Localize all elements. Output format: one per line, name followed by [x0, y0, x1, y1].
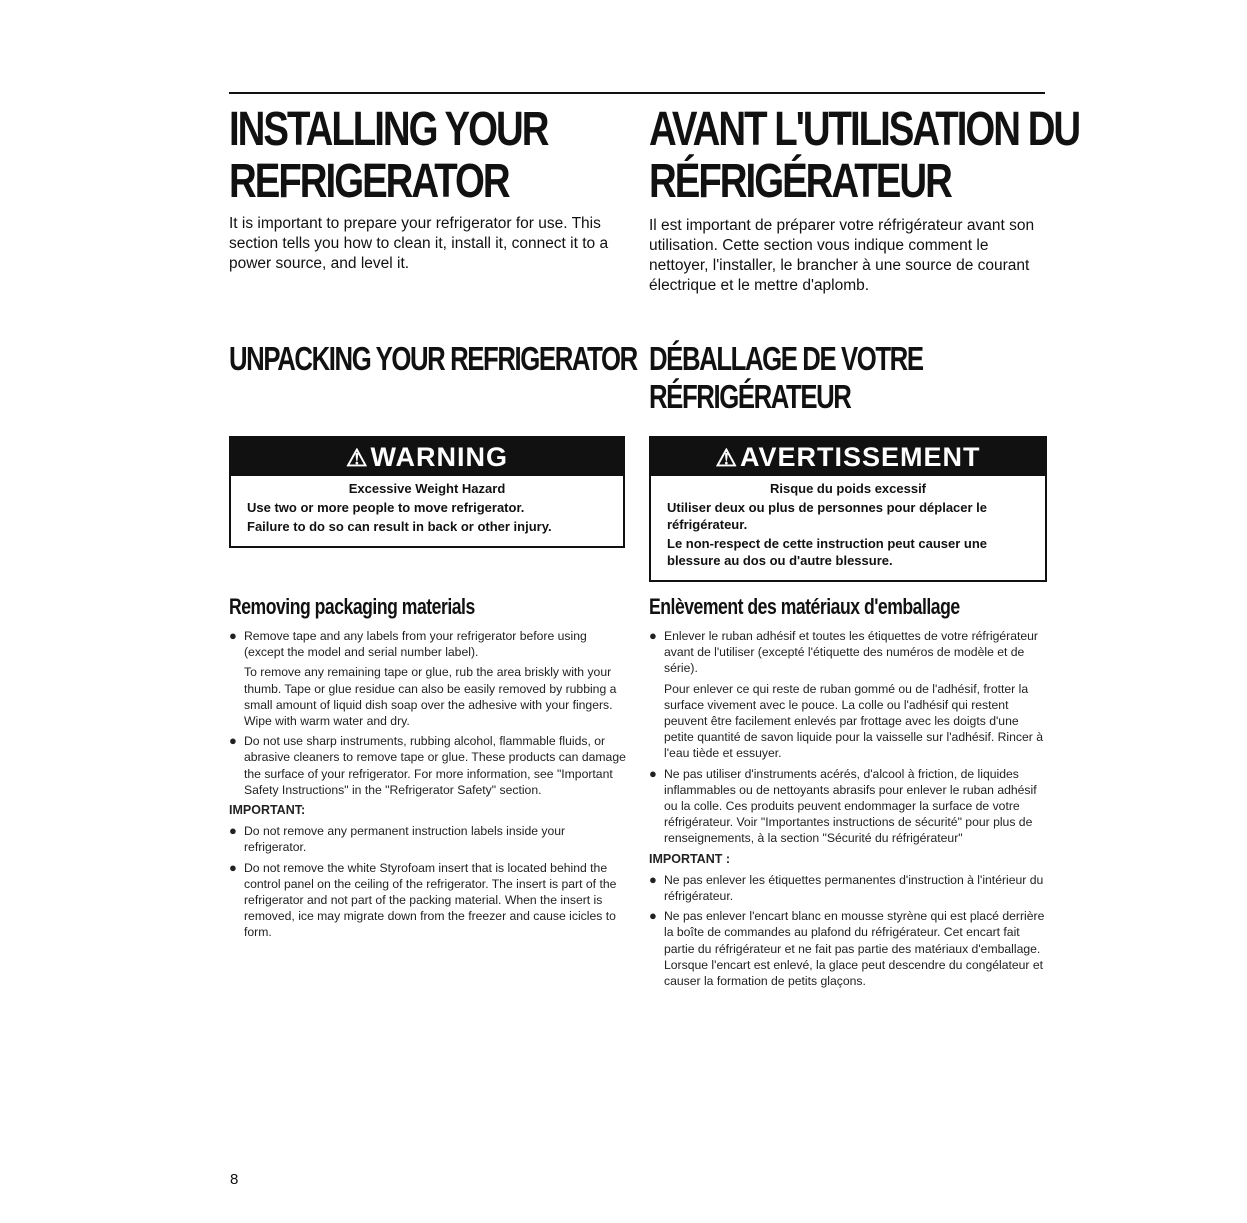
bullet-icon: ●: [649, 765, 657, 781]
important-label: IMPORTANT :: [649, 851, 731, 866]
bullet-icon: ●: [229, 733, 237, 749]
bullet-text: Ne pas enlever les étiquettes permanentes d'instruction à l'intérieur du réfrigérateur.: [664, 872, 1044, 904]
warning-hazard: Excessive Weight Hazard: [348, 481, 506, 496]
warning-label: AVERTISSEMENT: [739, 442, 981, 472]
warning-banner: [231, 438, 623, 476]
title-line-2: REFRIGERATOR: [229, 155, 509, 208]
list-item: [649, 628, 1047, 677]
bullet-text: Remove tape and any labels from your refrigerator before using (except the model and serial number label).: [244, 629, 587, 660]
page-number: 8: [230, 1171, 239, 1188]
title-line-2: RÉFRIGÉRATEUR: [649, 155, 951, 208]
list-item: [229, 733, 629, 798]
important-label: IMPORTANT:: [229, 803, 306, 818]
warning-hazard: Risque du poids excessif: [769, 481, 927, 496]
warning-line-2: Failure to do so can result in back or other injury.: [247, 519, 552, 534]
list-item: [649, 908, 1047, 989]
bullet-text: Ne pas enlever l'encart blanc en mousse styrène qui est placé derrière la boîte de commandes au plafond du réfrigérateur. Cet encart fait partie du réfrigérateur et ne fait pas partie des matériaux d'emballage. Lorsque l'encart est enlevé, la glace peut descendre du congélateur et causer la formation de petits glaçons.: [664, 909, 1045, 989]
warning-line-1: Use two or more people to move refrigerator.: [247, 500, 525, 515]
intro-en: It is important to prepare your refrigerator for use. This section tells you how to clean it, install it, connect it to a power source, and level it.: [229, 215, 609, 272]
warning-triangle-icon: ⚠: [345, 445, 369, 472]
section-heading-en: UNPACKING YOUR REFRIGERATOR: [229, 340, 637, 377]
bullet-text: Do not remove any permanent instruction labels inside your refrigerator.: [244, 824, 566, 855]
list-item: [229, 860, 629, 941]
list-item: [229, 823, 629, 855]
bullet-icon: ●: [229, 859, 237, 875]
warning-body: [651, 476, 1045, 577]
heading-line-2: RÉFRIGÉRATEUR: [649, 378, 851, 415]
intro-fr: Il est important de préparer votre réfrigérateur avant son utilisation. Cette section vous indique comment le nettoyer, l'installer, le brancher à une source de courant électrique et le mettre d'aplomb.: [649, 217, 1035, 294]
list-item: [229, 628, 629, 660]
title-line-1: INSTALLING YOUR: [229, 103, 548, 156]
bullet-icon: ●: [649, 628, 657, 643]
top-rule: [229, 92, 1045, 94]
bullet-icon: ●: [649, 908, 657, 924]
bullet-text: Do not use sharp instruments, rubbing alcohol, flammable fluids, or abrasive cleaners to remove tape or glue. These products can damage the surface of your refrigerator. For more information, see "Important Safety Instructions" in the "Refrigerator Safety" section.: [244, 734, 626, 797]
section-heading-fr: [649, 340, 923, 416]
body-en: [229, 628, 629, 945]
bullet-text: Ne pas utiliser d'instruments acérés, d'alcool à friction, de liquides inflammables ou de nettoyants abrasifs pour enlever le ruban adhésif ou la colle. Ces produits peuvent endommager la surface de votre réfrigérateur. Voir "Importantes instructions de sécurité" pour plus de renseignements, à la section "Sécurité du réfrigérateur": [664, 766, 1037, 846]
warning-triangle-icon: ⚠: [715, 445, 738, 472]
french-column: [649, 103, 1080, 296]
warning-label: WARNING: [370, 442, 508, 472]
page-title-fr: [649, 103, 1080, 208]
heading-line-1: DÉBALLAGE DE VOTRE: [649, 340, 923, 377]
title-line-1: AVANT L'UTILISATION DU: [649, 103, 1080, 156]
list-item: [649, 872, 1047, 904]
warning-body: [231, 476, 623, 543]
subheading-fr: Enlèvement des matériaux d'emballage: [649, 594, 960, 619]
english-column: [229, 104, 629, 274]
warning-box-en: [229, 436, 625, 548]
bullet-text: Enlever le ruban adhésif et toutes les étiquettes de votre réfrigérateur avant de l'utiliser (excepté l'étiquette des numéros de modèle et de série).: [664, 629, 1038, 676]
paragraph: To remove any remaining tape or glue, rub the area briskly with your thumb. Tape or glue residue can also be easily removed by rubbing a small amount of liquid dish soap over the adhesive with your fingers. Wipe with warm water and dry.: [244, 665, 617, 729]
list-item: [649, 766, 1047, 847]
warning-box-fr: [649, 436, 1047, 582]
warning-line-2: Le non-respect de cette instruction peut causer une blessure au dos ou d'autre blessure.: [667, 536, 988, 568]
warning-line-1: Utiliser deux ou plus de personnes pour déplacer le réfrigérateur.: [667, 500, 988, 532]
body-fr: [649, 628, 1047, 993]
subheading-en: Removing packaging materials: [229, 594, 475, 619]
bullet-icon: ●: [229, 823, 237, 839]
bullet-icon: ●: [649, 871, 657, 887]
bullet-text: Do not remove the white Styrofoam insert that is located behind the control panel on the ceiling of the refrigerator. The insert is part of the refrigerator and not part of the packing material. When the insert is removed, ice may migrate down from the freezer and cause icicles to form.: [244, 860, 617, 940]
page-title-en: [229, 104, 549, 208]
bullet-icon: ●: [229, 628, 237, 643]
paragraph: Pour enlever ce qui reste de ruban gommé ou de l'adhésif, frotter la surface vivement avec le pouce. La colle ou l'adhésif qui restent peuvent être facilement enlevés par frottage avec les doigts d'une petite quantité de savon liquide pour la vaisselle sur l'adhésif. Rincer à l'eau tiède et essuyer.: [664, 681, 1044, 761]
warning-banner: [651, 438, 1045, 476]
